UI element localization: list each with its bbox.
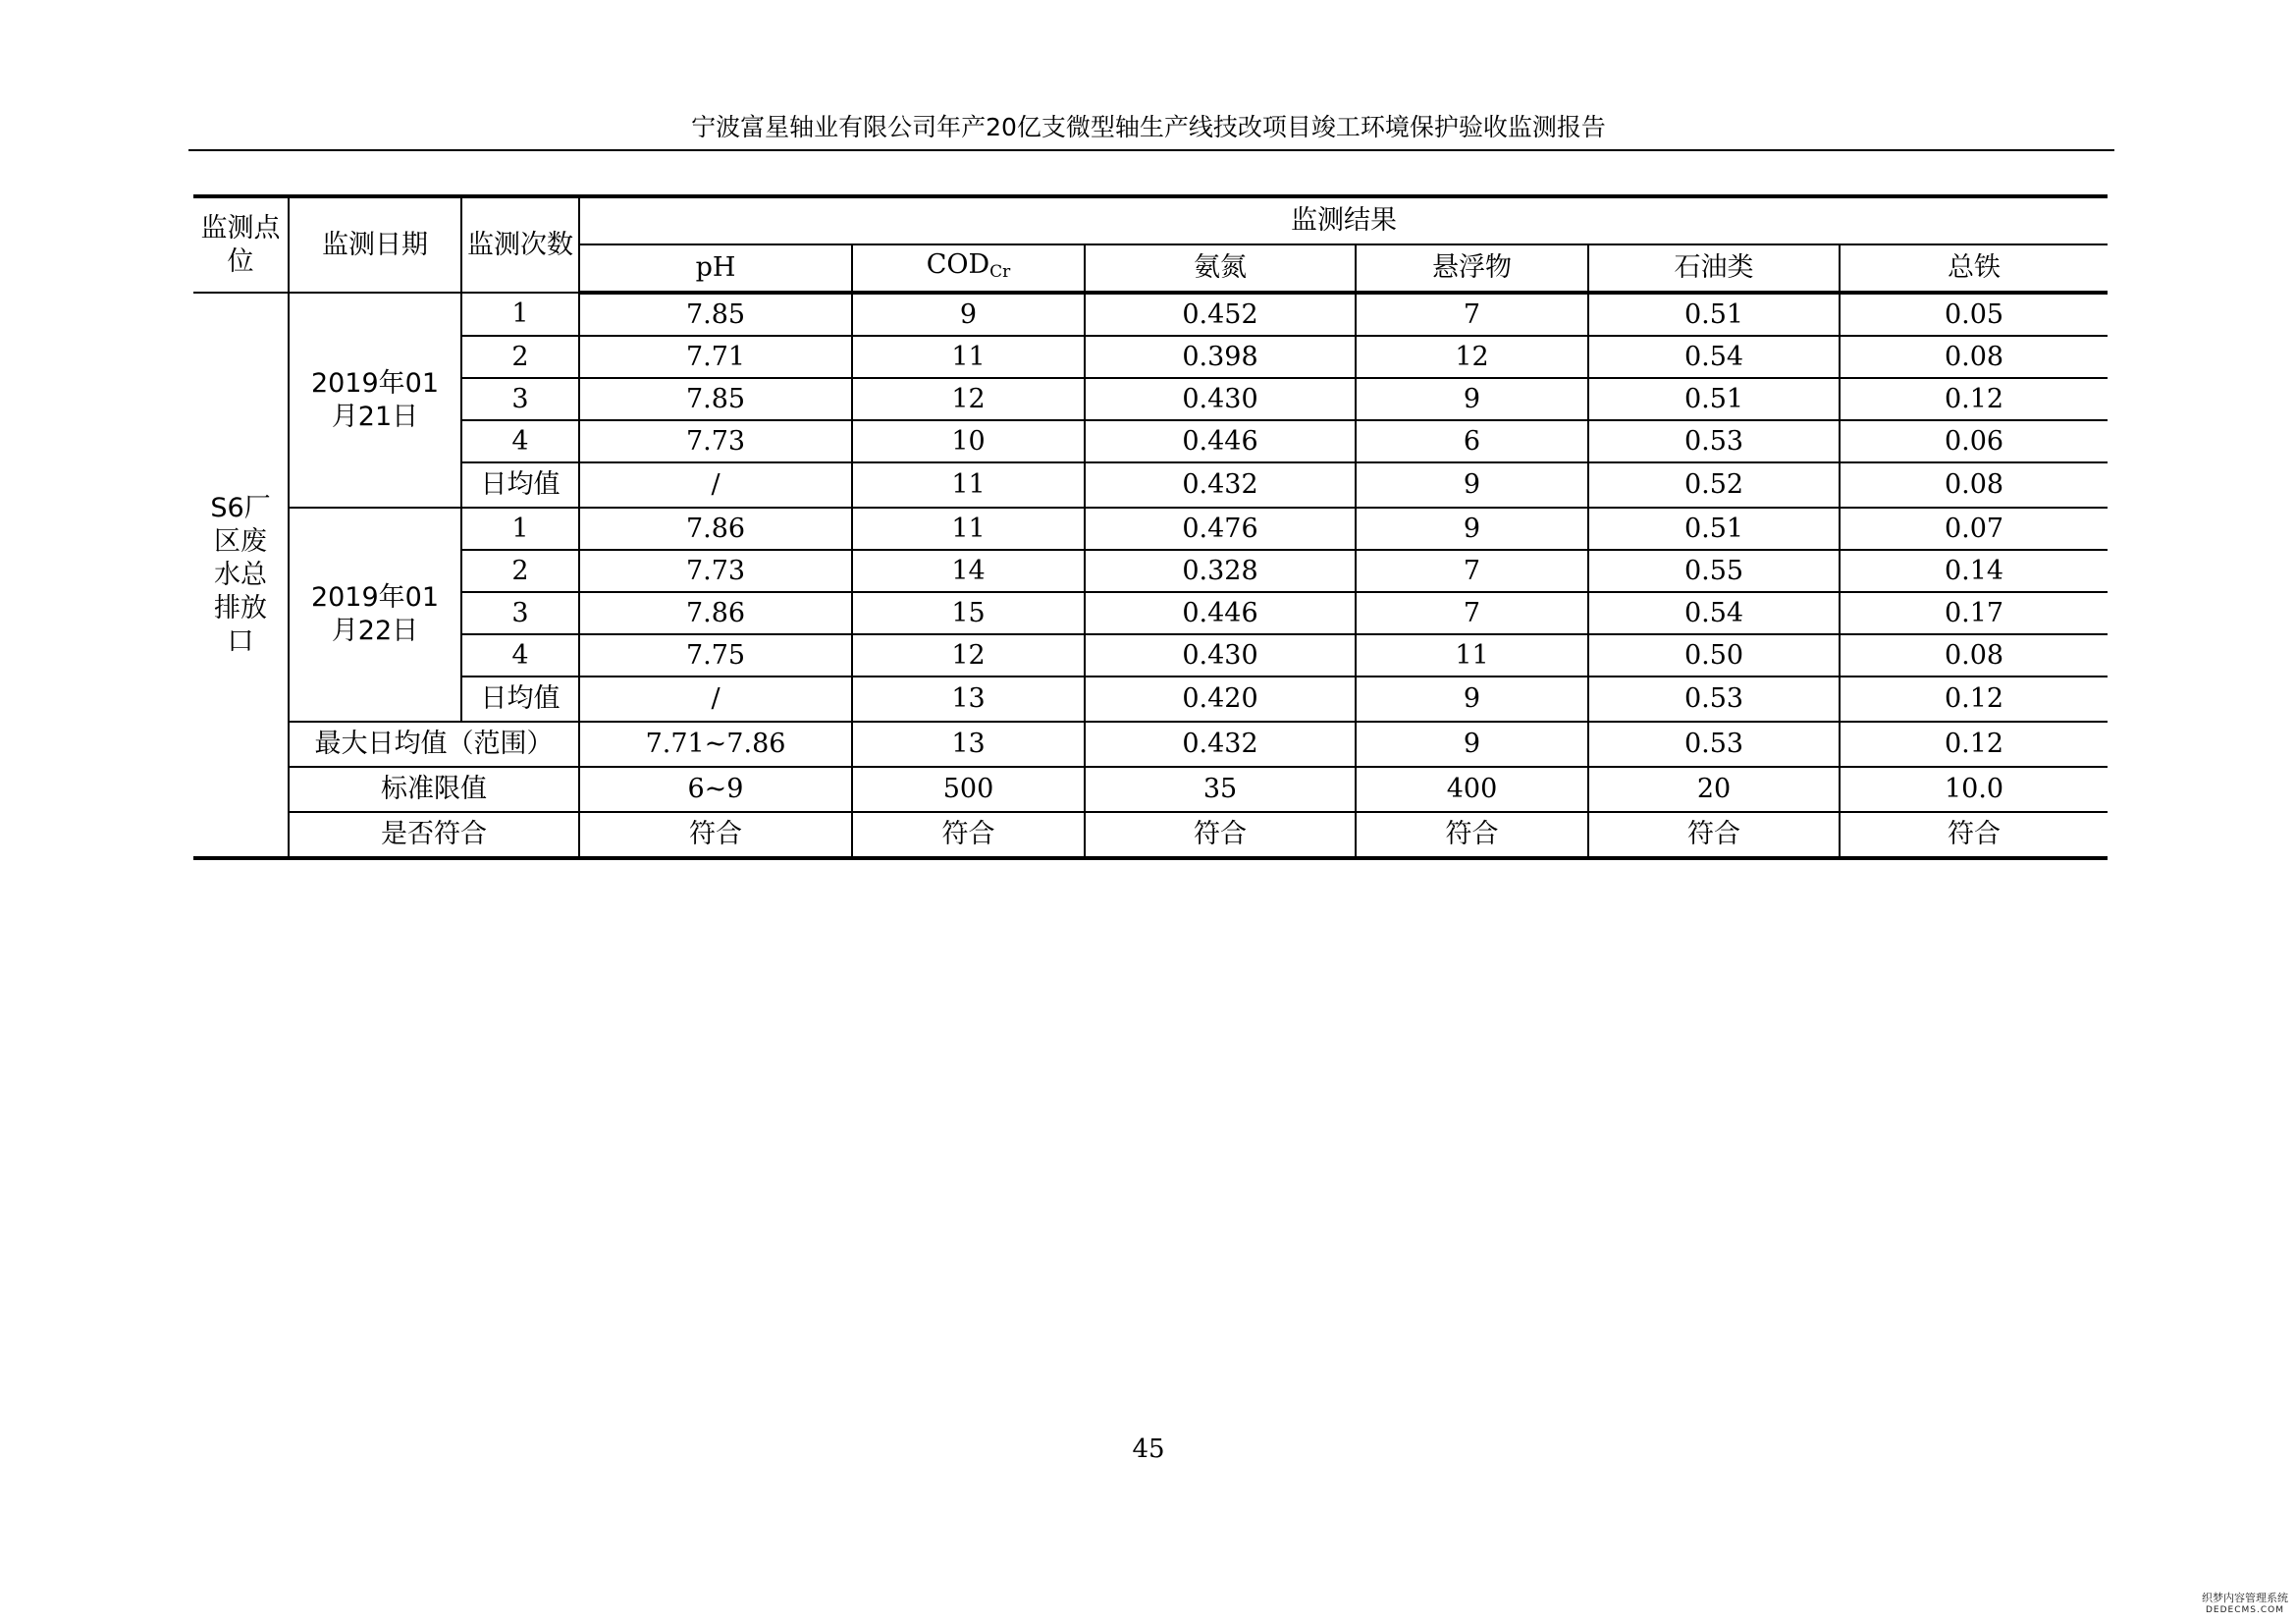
iron-cell: 10.0 [1840,767,2108,812]
ammonia-cell: 0.430 [1085,634,1356,677]
compliance-label: 是否符合 [289,812,579,858]
col-header-iron: 总铁 [1840,244,2108,293]
col-header-oil: 石油类 [1588,244,1840,293]
ph-cell: 符合 [579,812,852,858]
ss-cell: 9 [1356,677,1588,722]
iron-cell: 0.14 [1840,550,2108,592]
col-header-ph: pH [579,244,852,293]
oil-cell: 0.55 [1588,550,1840,592]
ss-cell: 12 [1356,336,1588,378]
oil-cell: 0.51 [1588,508,1840,550]
watermark-line1: 织梦内容管理系统 [2202,1592,2288,1604]
site-cell: S6厂区废水总排放口 [193,293,289,858]
col-header-cod: $COD_{Cr}$ [852,244,1085,293]
table-row [193,420,2108,462]
iron-cell: 0.17 [1840,592,2108,634]
iron-cell: 0.05 [1840,293,2108,336]
table-row [193,336,2108,378]
cod-cell: 11 [852,462,1085,508]
times-cell: 4 [461,420,579,462]
iron-cell: 0.12 [1840,677,2108,722]
oil-cell: 符合 [1588,812,1840,858]
col-header-results: 监测结果 [579,196,2108,244]
times-cell: 2 [461,336,579,378]
ammonia-cell: 0.398 [1085,336,1356,378]
ph-cell: 7.71~7.86 [579,722,852,767]
table-row [193,550,2108,592]
ph-cell: 7.85 [579,293,852,336]
standard-limit-row [193,767,2108,812]
cod-cell: 13 [852,722,1085,767]
iron-cell: 0.08 [1840,336,2108,378]
ss-cell: 符合 [1356,812,1588,858]
iron-cell: 0.12 [1840,378,2108,420]
ammonia-cell: 0.420 [1085,677,1356,722]
ss-cell: 7 [1356,550,1588,592]
table-row [193,378,2108,420]
cod-cell: 14 [852,550,1085,592]
table-row [193,293,2108,336]
ph-cell: 6~9 [579,767,852,812]
max-average-label: 最大日均值（范围） [289,722,579,767]
daily-average-row [193,677,2108,722]
ss-cell: 9 [1356,508,1588,550]
ammonia-cell: 0.430 [1085,378,1356,420]
compliance-row [193,812,2108,858]
oil-cell: 20 [1588,767,1840,812]
cod-cell: 12 [852,378,1085,420]
ammonia-cell: 0.452 [1085,293,1356,336]
ph-cell: 7.85 [579,378,852,420]
oil-cell: 0.53 [1588,420,1840,462]
col-header-ammonia: 氨氮 [1085,244,1356,293]
times-cell: 1 [461,293,579,336]
daily-average-label: 日均值 [461,462,579,508]
ss-cell: 9 [1356,462,1588,508]
ammonia-cell: 0.328 [1085,550,1356,592]
oil-cell: 0.50 [1588,634,1840,677]
standard-limit-label: 标准限值 [289,767,579,812]
watermark-line2: DEDECMS.COM [2206,1605,2284,1615]
cod-cell: 10 [852,420,1085,462]
ph-cell: 7.86 [579,592,852,634]
table-row [193,634,2108,677]
oil-cell: 0.51 [1588,293,1840,336]
oil-cell: 0.53 [1588,677,1840,722]
ss-cell: 9 [1356,378,1588,420]
monitoring-results-table [193,194,2108,860]
times-cell: 3 [461,592,579,634]
watermark [2194,1593,2296,1616]
cod-cell: 13 [852,677,1085,722]
col-header-site: 监测点位 [193,196,289,293]
ss-cell: 7 [1356,293,1588,336]
col-header-times: 监测次数 [461,196,579,293]
oil-cell: 0.54 [1588,336,1840,378]
date-cell: 2019年01月21日 [289,293,461,508]
oil-cell: 0.53 [1588,722,1840,767]
cod-cell: 符合 [852,812,1085,858]
daily-average-label: 日均值 [461,677,579,722]
cod-cell: 500 [852,767,1085,812]
daily-average-row [193,462,2108,508]
ammonia-cell: 0.432 [1085,722,1356,767]
ammonia-cell: 0.476 [1085,508,1356,550]
cod-cell: 9 [852,293,1085,336]
ammonia-cell: 0.446 [1085,420,1356,462]
oil-cell: 0.54 [1588,592,1840,634]
iron-cell: 0.07 [1840,508,2108,550]
cod-subscript: Cr [989,261,1011,282]
iron-cell: 0.06 [1840,420,2108,462]
ammonia-cell: 0.446 [1085,592,1356,634]
cod-cell: 11 [852,336,1085,378]
date-cell: 2019年01月22日 [289,508,461,722]
iron-cell: 0.12 [1840,722,2108,767]
ss-cell: 9 [1356,722,1588,767]
oil-cell: 0.51 [1588,378,1840,420]
times-cell: 4 [461,634,579,677]
ph-cell: 7.73 [579,550,852,592]
ph-cell: 7.75 [579,634,852,677]
table-row [193,592,2108,634]
ph-cell: / [579,677,852,722]
ph-cell: 7.73 [579,420,852,462]
ammonia-cell: 0.432 [1085,462,1356,508]
iron-cell: 符合 [1840,812,2108,858]
cod-cell: 11 [852,508,1085,550]
iron-cell: 0.08 [1840,634,2108,677]
oil-cell: 0.52 [1588,462,1840,508]
ss-cell: 400 [1356,767,1588,812]
ss-cell: 6 [1356,420,1588,462]
times-cell: 1 [461,508,579,550]
ph-cell: 7.71 [579,336,852,378]
times-cell: 2 [461,550,579,592]
times-cell: 3 [461,378,579,420]
iron-cell: 0.08 [1840,462,2108,508]
ss-cell: 11 [1356,634,1588,677]
report-header-title: 宁波富星轴业有限公司年产20亿支微型轴生产线技改项目竣工环境保护验收监测报告 [691,113,1606,141]
col-header-date: 监测日期 [289,196,461,293]
ph-cell: 7.86 [579,508,852,550]
ss-cell: 7 [1356,592,1588,634]
max-average-row [193,722,2108,767]
cod-cell: 12 [852,634,1085,677]
ammonia-cell: 符合 [1085,812,1356,858]
table-row [193,508,2108,550]
ph-cell: / [579,462,852,508]
cod-cell: 15 [852,592,1085,634]
page-number: 45 [1132,1435,1165,1464]
header-rule [188,149,2114,151]
ammonia-cell: 35 [1085,767,1356,812]
col-header-ss: 悬浮物 [1356,244,1588,293]
